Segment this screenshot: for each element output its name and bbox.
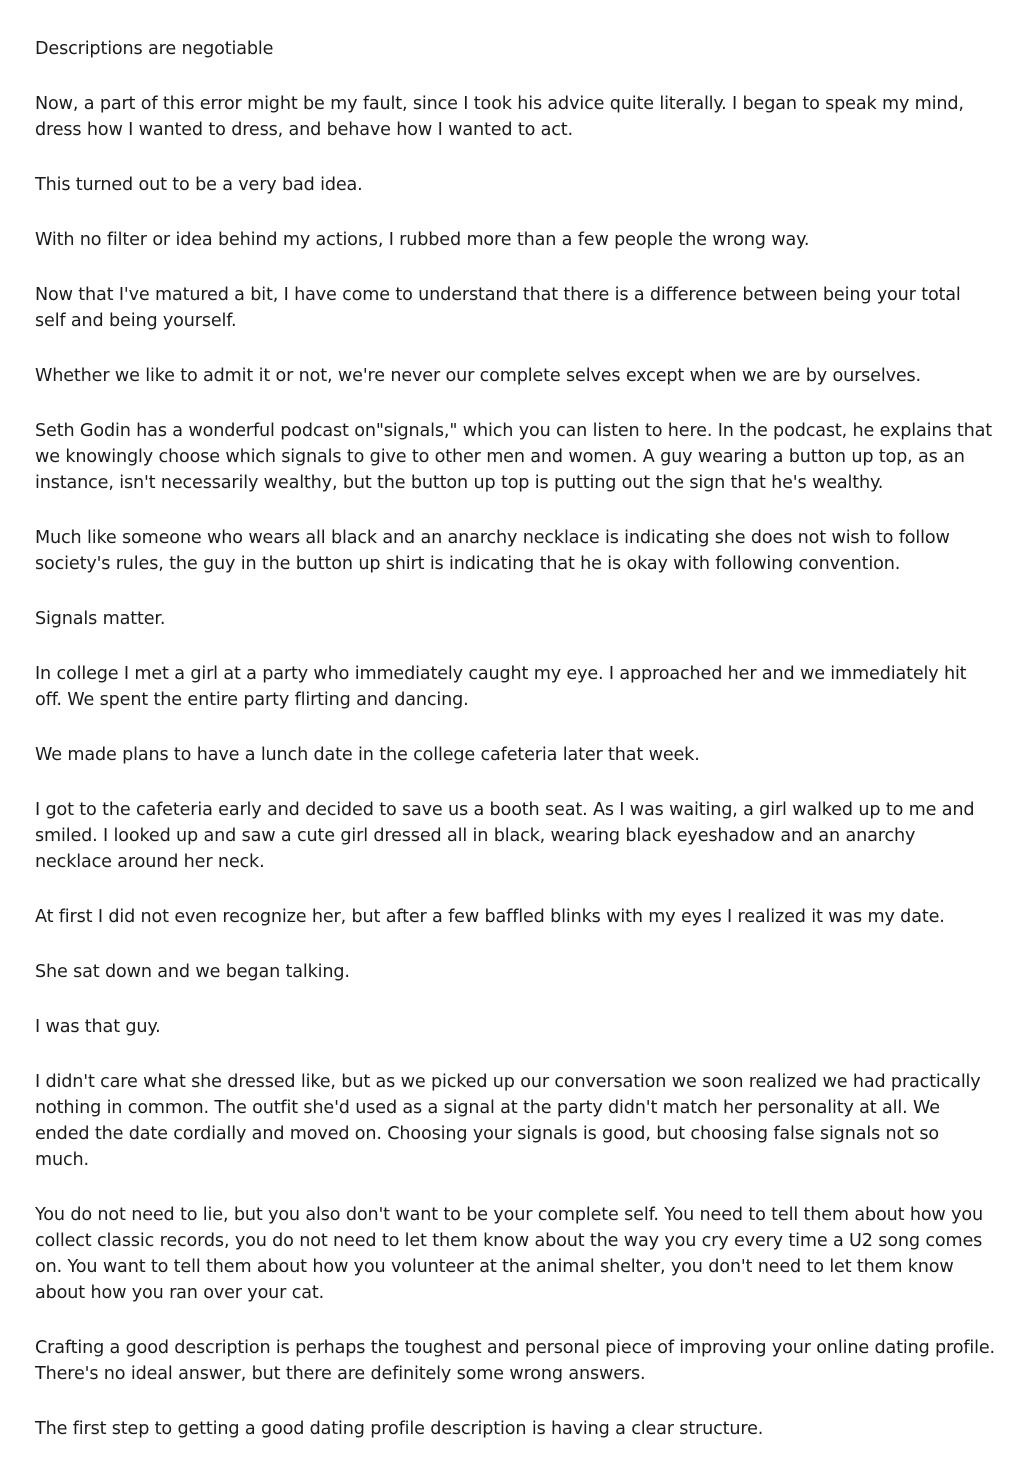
paragraph: She sat down and we began talking. — [35, 962, 350, 982]
paragraph: I got to the cafeteria early and decided to save us a booth seat. As I was waiting, a girl walked up to me and smiled. I looked up and saw a cute girl dressed all in black, wearing black eyeshadow and an anarchy necklace around her neck. — [35, 800, 975, 872]
paragraph: Much like someone who wears all black and an anarchy necklace is indicating she does not wish to follow society's rules, the guy in the button up shirt is indicating that he is okay with following convention. — [35, 528, 950, 574]
paragraph: We made plans to have a lunch date in the college cafeteria later that week. — [35, 745, 700, 765]
paragraph: Signals matter. — [35, 609, 166, 629]
paragraph: I didn't care what she dressed like, but as we picked up our conversation we soon realized we had practically nothing in common. The outfit she'd used as a signal at the party didn't match her personality at all. We ended the date cordially and moved on. Choosing your signals is good, but choosing false signals not so much. — [35, 1072, 981, 1170]
paragraph: Whether we like to admit it or not, we're never our complete selves except when we are by ourselves. — [35, 366, 921, 386]
paragraph: I was that guy. — [35, 1017, 161, 1037]
paragraph: At first I did not even recognize her, but after a few baffled blinks with my eyes I realized it was my date. — [35, 907, 945, 927]
paragraph: Now, a part of this error might be my fault, since I took his advice quite literally. I began to speak my mind, dress how I wanted to dress, and behave how I wanted to act. — [35, 94, 964, 140]
paragraph: You do not need to lie, but you also don't want to be your complete self. You need to tell them about how you collect classic records, you do not need to let them know about the way you cry every time a U2 song comes on. You want to tell them about how you volunteer at the animal shelter, you don't need to let them know about how you ran over your cat. — [35, 1205, 983, 1303]
paragraph: This turned out to be a very bad idea. — [35, 175, 363, 195]
paragraph: In college I met a girl at a party who immediately caught my eye. I approached her and we immediately hit off. We spent the entire party flirting and dancing. — [35, 664, 967, 710]
document-body — [35, 36, 995, 1471]
paragraph: With no filter or idea behind my actions, I rubbed more than a few people the wrong way. — [35, 230, 810, 250]
paragraph: The first step to getting a good dating profile description is having a clear structure. — [35, 1419, 764, 1439]
paragraph: Now that I've matured a bit, I have come to understand that there is a difference between being your total self and being yourself. — [35, 285, 961, 331]
paragraph: Crafting a good description is perhaps the toughest and personal piece of improving your online dating profile. There's no ideal answer, but there are definitely some wrong answers. — [35, 1338, 996, 1384]
paragraph: Seth Godin has a wonderful podcast on"signals," which you can listen to here. In the podcast, he explains that we knowingly choose which signals to give to other men and women. A guy wearing a button up top, as an instance, isn't necessarily wealthy, but the button up top is putting out the sign that he's wealthy. — [35, 421, 992, 493]
paragraph-heading: Descriptions are negotiable — [35, 39, 274, 59]
